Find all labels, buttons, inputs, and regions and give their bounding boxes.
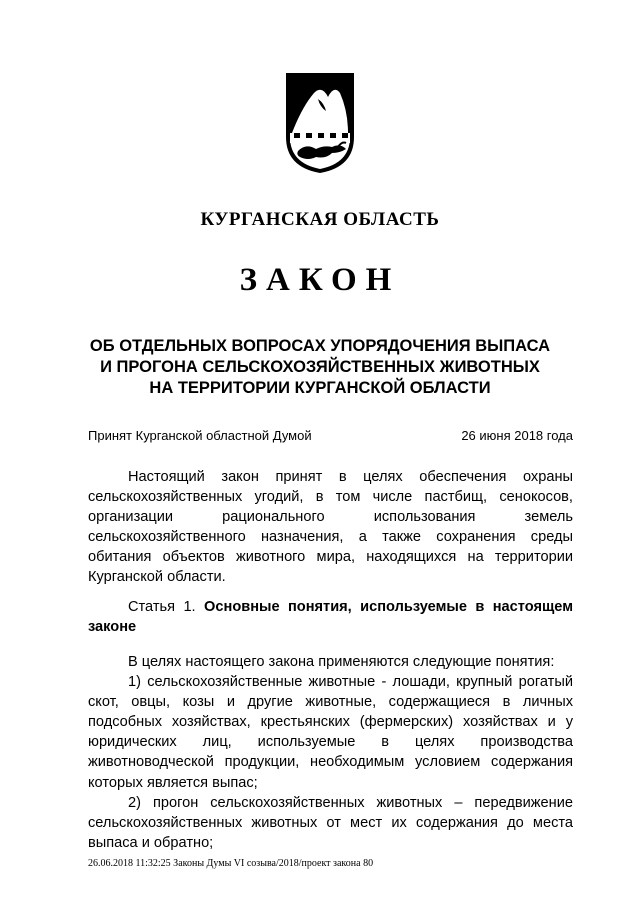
document-footer: 26.06.2018 11:32:25 Законы Думы VI созыва/2018/проект закона 80 bbox=[88, 858, 374, 869]
definitions-intro: В целях настоящего закона применяются следующие понятия: bbox=[128, 654, 555, 670]
article-heading-paragraph bbox=[88, 597, 573, 637]
preamble-paragraph: Настоящий закон принят в целях обеспечения охраны сельскохозяйственных угодий, в том числе пастбищ, сенокосов, организации рационального использования земель сельскохозяйственного назначения, а также сохранения среды обитания объектов животного мира, находящихся на территории Курганской области. bbox=[88, 469, 573, 586]
definitions-section bbox=[88, 652, 573, 853]
law-title-line: И ПРОГОНА СЕЛЬСКОХОЗЯЙСТВЕННЫХ ЖИВОТНЫХ bbox=[100, 358, 540, 376]
article-1-heading bbox=[88, 597, 573, 637]
region-name: КУРГАНСКАЯ ОБЛАСТЬ bbox=[200, 209, 440, 230]
article-title: Основные понятия, используемые в настоящем законе bbox=[88, 599, 573, 636]
adoption-info bbox=[88, 428, 573, 446]
adoption-date: 26 июня 2018 года bbox=[461, 428, 573, 443]
law-title bbox=[60, 336, 580, 399]
adopted-by-text: Принят Курганской областной Думой bbox=[88, 428, 312, 443]
definition-item: 1) сельскохозяйственные животные - лошади, крупный рогатый скот, овцы, козы и другие животные, содержащиеся в личных подсобных хозяйствах, крестьянских (фермерских) хозяйствах и у юридических лиц, используемые в целях производства животноводческой продукции, необходимым условием содержания которых является выпас; bbox=[88, 674, 573, 791]
law-title-line: НА ТЕРРИТОРИИ КУРГАНСКОЙ ОБЛАСТИ bbox=[149, 379, 491, 397]
preamble bbox=[88, 467, 573, 588]
law-title-line: ОБ ОТДЕЛЬНЫХ ВОПРОСАХ УПОРЯДОЧЕНИЯ ВЫПАСА bbox=[89, 337, 551, 355]
article-number: Статья 1. bbox=[128, 599, 196, 615]
coat-of-arms-icon bbox=[280, 63, 360, 175]
document-type-heading: ЗАКОН bbox=[239, 262, 401, 298]
definition-item: 2) прогон сельскохозяйственных животных – передвижение сельскохозяйственных животных от мест их содержания до места выпаса и обратно; bbox=[88, 794, 573, 851]
